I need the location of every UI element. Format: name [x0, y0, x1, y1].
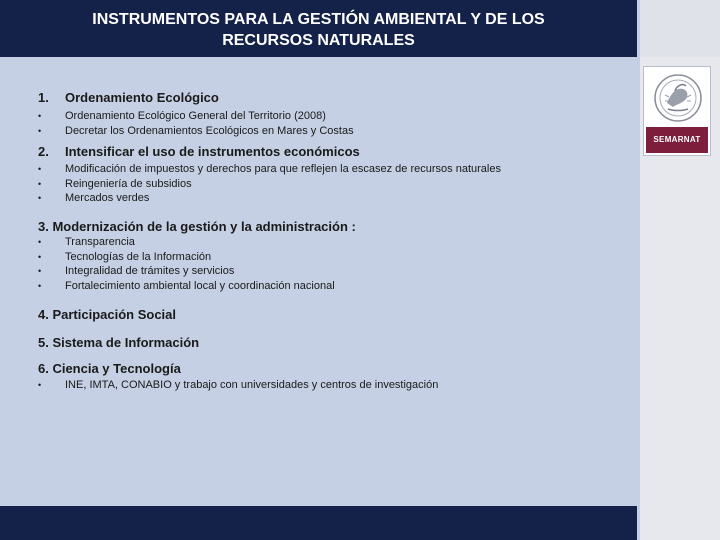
slide-title [0, 9, 637, 51]
section-3 [38, 219, 356, 293]
footer-bar [0, 506, 637, 540]
list-item [38, 250, 356, 265]
list-item [38, 191, 501, 206]
list-item-text: Modificación de impuestos y derechos para que reflejen la escasez de recursos naturales [65, 163, 501, 175]
right-side-strip-top [640, 0, 720, 57]
section-heading [38, 361, 438, 377]
list-item-text: Decretar los Ordenamientos Ecológicos en Mares y Costas [65, 124, 354, 137]
list-item [38, 264, 356, 279]
bullet-icon: • [38, 251, 42, 262]
bullet-icon: • [38, 178, 42, 189]
section-title: 3. Modernización de la gestión y la administración : [38, 219, 356, 234]
section-heading [38, 219, 356, 235]
bullet-list [38, 109, 354, 138]
bullet-icon: • [38, 125, 42, 136]
slide-title-line-2: RECURSOS NATURALES [222, 32, 415, 49]
bullet-icon: • [38, 193, 42, 203]
bullet-list [38, 235, 356, 293]
section-number: 2. [38, 144, 49, 159]
bullet-icon: • [38, 280, 42, 291]
list-item-text: Reingeniería de subsidios [65, 177, 192, 190]
list-item [38, 279, 356, 294]
section-title: 4. Participación Social [38, 307, 176, 322]
mexico-coat-of-arms-icon [653, 73, 703, 123]
section-5 [38, 335, 199, 351]
semarnat-label: SEMARNAT [646, 127, 708, 153]
section-title: Ordenamiento Ecológico [65, 90, 219, 105]
list-item-text: Ordenamiento Ecológico General del Territorio (2008) [65, 110, 326, 122]
list-item-text: Mercados verdes [65, 192, 150, 204]
list-item [38, 235, 356, 250]
section-1 [38, 90, 354, 138]
list-item-text: INE, IMTA, CONABIO y trabajo con universidades y centros de investigación [65, 379, 439, 391]
bullet-icon: • [38, 266, 42, 276]
list-item [38, 124, 354, 139]
section-heading [38, 335, 199, 351]
bullet-list [38, 378, 438, 393]
list-item [38, 162, 501, 177]
bullet-icon: • [38, 237, 42, 247]
section-2 [38, 144, 501, 206]
bullet-list [38, 162, 501, 206]
list-item [38, 109, 354, 124]
section-6 [38, 361, 438, 393]
list-item-text: Transparencia [65, 236, 135, 248]
section-title: Intensificar el uso de instrumentos económicos [65, 144, 360, 159]
section-title: 6. Ciencia y Tecnología [38, 361, 181, 376]
section-heading [38, 90, 354, 106]
section-number: 1. [38, 90, 49, 105]
bullet-icon: • [38, 111, 42, 121]
semarnat-logo [643, 66, 711, 156]
list-item-text: Fortalecimiento ambiental local y coordinación nacional [65, 279, 335, 292]
list-item-text: Integralidad de trámites y servicios [65, 265, 235, 277]
bullet-icon: • [38, 164, 42, 174]
list-item [38, 378, 438, 393]
section-4 [38, 307, 176, 323]
list-item-text: Tecnologías de la Información [65, 250, 212, 263]
section-heading [38, 144, 501, 160]
header-bar [0, 0, 637, 57]
section-title: 5. Sistema de Información [38, 335, 200, 350]
slide-title-line-1: INSTRUMENTOS PARA LA GESTIÓN AMBIENTAL Y DE LOS [92, 11, 545, 28]
bullet-icon: • [38, 380, 42, 390]
section-heading [38, 307, 176, 323]
list-item [38, 177, 501, 192]
